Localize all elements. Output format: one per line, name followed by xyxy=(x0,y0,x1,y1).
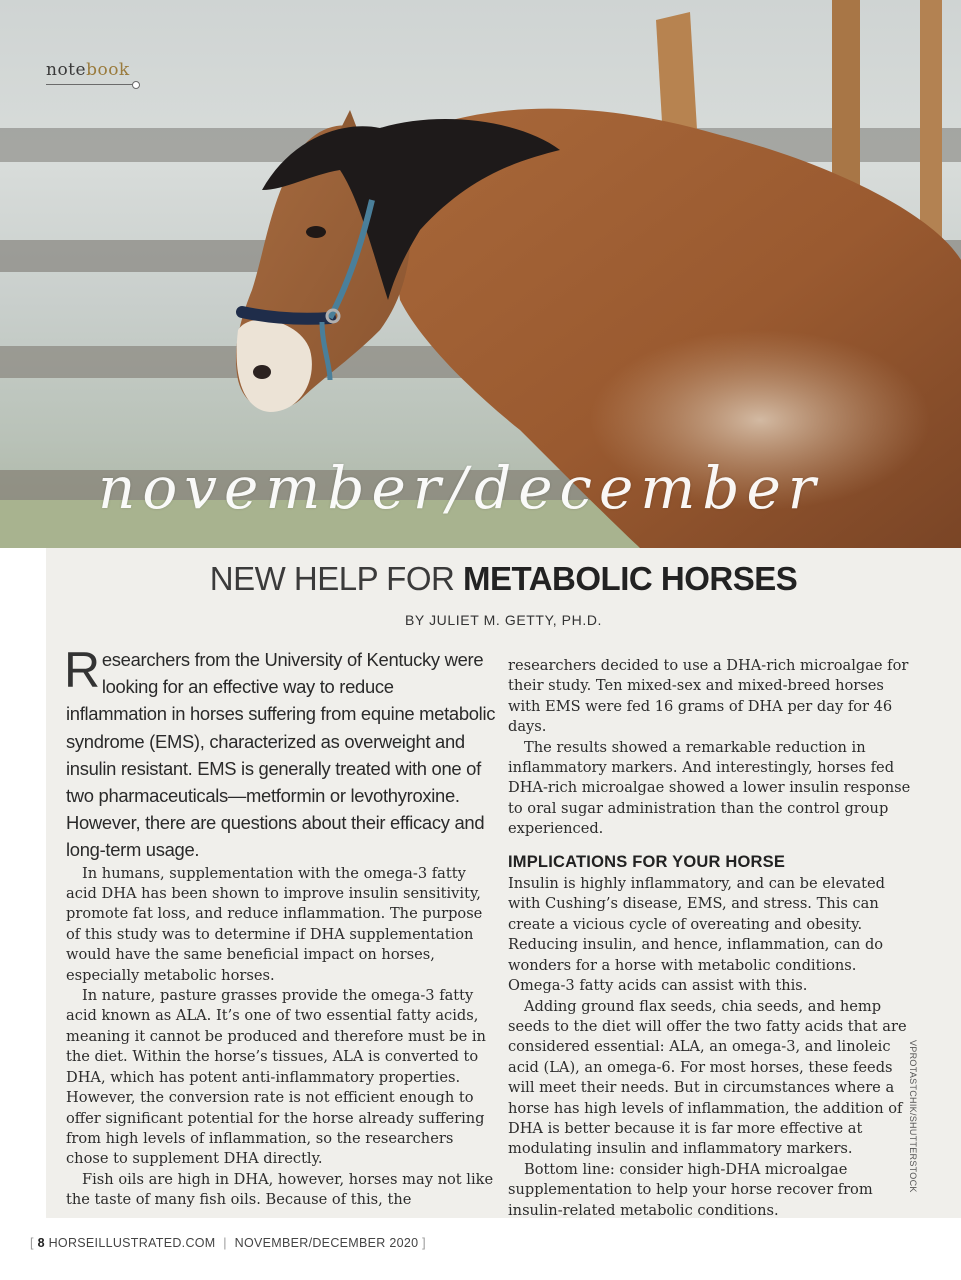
article-column-right xyxy=(508,656,918,1221)
article-column-left xyxy=(64,642,499,1211)
horse-nostril xyxy=(253,365,271,379)
article-headline xyxy=(46,560,961,598)
section-tag-part2: book xyxy=(86,60,130,80)
body-paragraph: Fish oils are high in DHA, however, horses may not like the taste of many fish oils. Because of this, the xyxy=(66,1170,494,1209)
body-paragraph-continued: researchers decided to use a DHA-rich microalgae for their study. Ten mixed-sex and mixed-breed horses with EMS were fed 16 grams of DHA per day for 46 days. xyxy=(508,657,909,736)
horse-eye xyxy=(306,226,326,238)
body-paragraph: Bottom line: consider high-DHA microalgae supplementation to help your horse recover from insulin-related metabolic conditions. xyxy=(508,1160,873,1219)
headline-light: NEW HELP FOR xyxy=(209,560,464,597)
section-tag xyxy=(46,60,130,80)
body-paragraph: In nature, pasture grasses provide the omega-3 fatty acid known as ALA. It’s one of two essential fatty acids, meaning it cannot be produced and therefore must be in the diet. Within the horse’s tissues, ALA is converted to DHA, which has potent anti-inflammatory properties. However, the conversion rate is not efficient enough to offer significant potential for the horse already suffering from high levels of inflammation, so the researchers chose to supplement DHA directly. xyxy=(66,987,486,1168)
page-number: 8 xyxy=(37,1236,45,1250)
section-tag-dot xyxy=(132,81,140,89)
lead-paragraph xyxy=(64,642,499,864)
body-paragraph: The results showed a remarkable reduction in inflammatory markers. And interestingly, horses fed DHA-rich microalgae showed a lower insulin response to oral sugar administration than the control group experienced. xyxy=(508,738,911,838)
halter-noseband xyxy=(242,312,330,319)
body-paragraph: Adding ground flax seeds, chia seeds, and hemp seeds to the diet will offer the two fatty acids that are considered essential: ALA, an omega-3, and linoleic acid (LA), an omega-6. For most horses, these feeds will meet their needs. But in circumstances where a horse has high levels of inflammation, the addition of DHA is better because it is far more effective at modulating insulin and inflammatory markers. xyxy=(508,997,907,1158)
hero-photo xyxy=(0,0,961,548)
footer-divider: | xyxy=(223,1236,227,1250)
section-tag-part1: note xyxy=(46,60,87,80)
footer-site: HORSEILLUSTRATED.COM xyxy=(48,1236,216,1250)
lead-text: esearchers from the University of Kentucky were looking for an effective way to reduce inflammation in horses suffering from equine metabolic syndrome (EMS), characterized as overweight and insulin resistant. EMS is generally treated with one of two pharmaceuticals—metformin or levothyroxine. However, there are questions about their efficacy and long-term usage. xyxy=(66,649,496,861)
section-tag-rule xyxy=(46,84,134,85)
article-subhead: IMPLICATIONS FOR YOUR HORSE xyxy=(508,852,786,871)
body-paragraph: Insulin is highly inflammatory, and can be elevated with Cushing’s disease, EMS, and stress. This can create a vicious cycle of overeating and obesity. Reducing insulin, and hence, inflammation, can do wonders for a horse with metabolic conditions. Omega-3 fatty acids can assist with this. xyxy=(508,875,886,995)
article-panel xyxy=(46,548,961,1218)
headline-bold: METABOLIC HORSES xyxy=(463,560,798,597)
footer-issue: NOVEMBER/DECEMBER 2020 xyxy=(234,1236,419,1250)
body-paragraph: In humans, supplementation with the omega-3 fatty acid DHA has been shown to improve insulin sensitivity, promote fat loss, and reduce inflammation. The purpose of this study was to determine if DHA supplementation would have the same beneficial impact on horses, especially metabolic horses. xyxy=(66,864,483,984)
footer-bracket-close: ] xyxy=(422,1236,426,1250)
page-footer xyxy=(30,1236,426,1250)
article-byline: BY JULIET M. GETTY, PH.D. xyxy=(404,612,603,628)
footer-bracket-open: [ xyxy=(30,1236,34,1250)
photo-credit: VPROTASTCHIK/SHUTTERSTOCK xyxy=(908,1040,918,1193)
issue-script-title: november/december xyxy=(98,454,823,522)
drop-cap: R xyxy=(64,642,100,698)
